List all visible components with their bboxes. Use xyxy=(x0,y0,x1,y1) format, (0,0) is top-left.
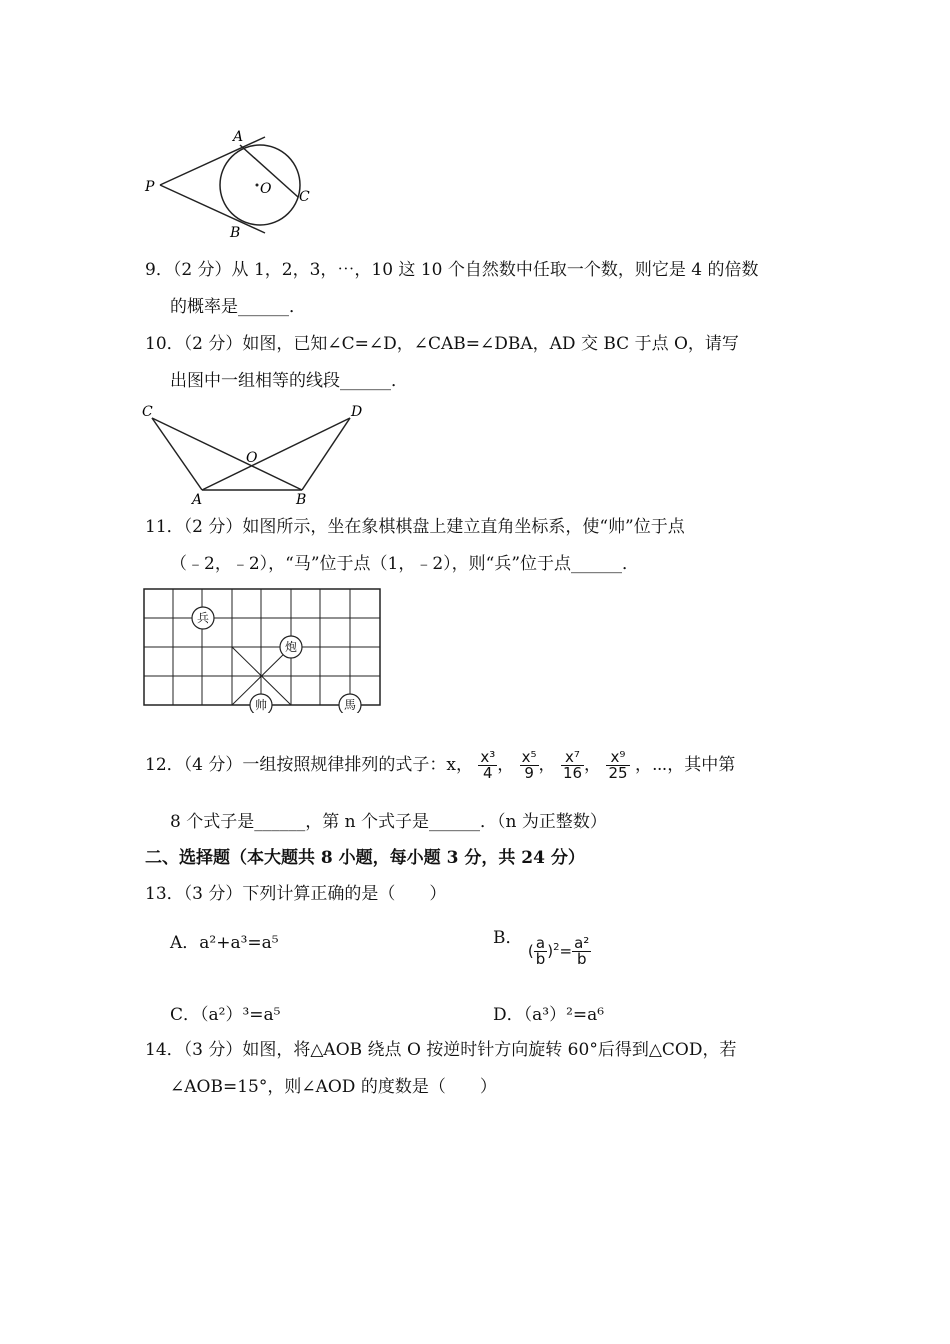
piece-bing: 兵 xyxy=(196,611,210,625)
q12-line1: 12．（4 分）一组按照规律排列的式子：x， $\frac{\text{x³}}{4}$ ， $\frac{\text{x⁵}}{9}$ ， $\frac{\text{x⁷}}{16}$ ， $\frac{\text{x⁹}}{25}$ ，⋯，其中第 xyxy=(145,748,736,782)
q12-frac-3: $\frac{\text{x⁷}}{16}$ xyxy=(562,748,583,782)
q11-line1: 11．（2 分）如图所示，坐在象棋棋盘上建立直角坐标系，使“帅”位于点 xyxy=(145,517,685,537)
q14-line2: ∠AOB=15°，则∠AOD 的度数是（ ） xyxy=(170,1077,497,1097)
label-P: P xyxy=(145,179,155,195)
q12-frac-1: $\frac{\text{x³}}{4}$ xyxy=(480,748,496,782)
label-O: O xyxy=(260,181,272,197)
triangle-figure xyxy=(140,400,370,508)
label-O: O xyxy=(246,450,258,466)
q13-option-d: D．（a³）²=a⁶ xyxy=(493,1005,605,1025)
label-C: C xyxy=(299,189,310,205)
q12-suffix: ，⋯，其中第 xyxy=(634,755,736,775)
q14-line1: 14．（3 分）如图，将△AOB 绕点 O 按逆时针方向旋转 60°后得到△COD，若 xyxy=(145,1040,737,1060)
label-D: D xyxy=(351,404,363,420)
q12-frac-4: $\frac{\text{x⁹}}{25}$ xyxy=(608,748,628,782)
piece-ma: 馬 xyxy=(343,698,357,712)
q9-line2: 的概率是______． xyxy=(170,297,306,317)
q11-line2: （﹣2，﹣2），“马”位于点（1，﹣2），则“兵”位于点______． xyxy=(170,554,640,574)
section2-heading: 二、选择题（本大题共 8 小题，每小题 3 分，共 24 分） xyxy=(145,848,585,868)
label-A: A xyxy=(233,129,244,145)
q13-option-b: B． ( $\frac{a}{b}$ )$^2$= $\frac{\text{a²}}{b}$ xyxy=(493,928,590,968)
q13-stem: 13．（3 分）下列计算正确的是（ ） xyxy=(145,884,447,904)
q12-prefix: 12．（4 分）一组按照规律排列的式子：x， xyxy=(145,755,473,775)
label-A: A xyxy=(192,492,203,508)
label-B: B xyxy=(230,225,241,241)
circle-tangent-figure xyxy=(140,125,330,245)
piece-shuai: 帅 xyxy=(254,698,268,712)
piece-pao: 炮 xyxy=(284,640,298,654)
q10-line2: 出图中一组相等的线段______． xyxy=(170,371,408,391)
q12-frac-2: $\frac{\text{x⁵}}{9}$ xyxy=(521,748,537,782)
chess-board-figure xyxy=(143,588,383,713)
q12-line2: 8 个式子是______，第 n 个式子是______．（n 为正整数） xyxy=(170,812,607,832)
label-C: C xyxy=(142,404,153,420)
q13-option-a: A．a²+a³=a⁵ xyxy=(170,933,279,953)
q10-line1: 10．（2 分）如图，已知∠C=∠D，∠CAB=∠DBA，AD 交 BC 于点 O，请写 xyxy=(145,334,739,354)
q13-option-c: C．（a²）³=a⁵ xyxy=(170,1005,281,1025)
label-B: B xyxy=(296,492,307,508)
q9-line1: 9．（2 分）从 1，2，3，⋯，10 这 10 个自然数中任取一个数，则它是 4 的倍数 xyxy=(145,260,759,280)
